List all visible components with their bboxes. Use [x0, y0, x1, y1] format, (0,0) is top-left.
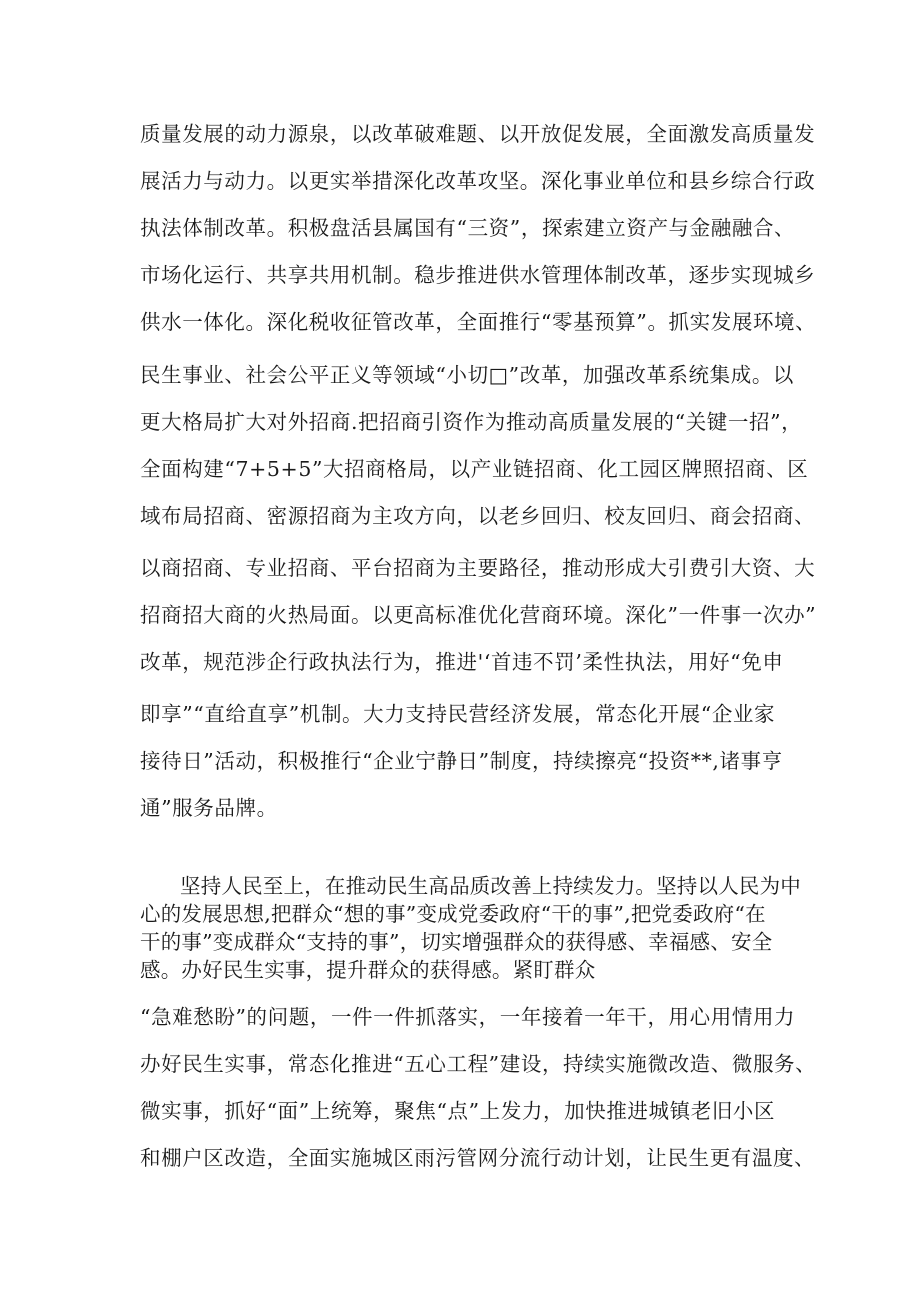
- paragraph-line: 展活力与动力。以更实举措深化改革攻坚。深化事业单位和县乡综合行政: [140, 169, 816, 193]
- paragraph-line: 微实事，抓好“面”上统筹，聚焦“点”上发力，加快推进城镇老旧小区: [140, 1099, 776, 1123]
- paragraph-line: 感。办好民生实事，提升群众的获得感。紧盯群众: [140, 958, 596, 982]
- paragraph-line: 干的事”变成群众“支持的事”，切实增强群众的获得感、幸福感、安全: [140, 930, 773, 954]
- paragraph-line: 民生事业、社会公平正义等领域“小切□”改革，加强改革系统集成。以: [140, 363, 795, 387]
- paragraph-line: “急难愁盼”的问题，一件一件抓落实，一年接着一年干，用心用情用力: [140, 1005, 796, 1029]
- paragraph-line: 质量发展的动力源泉，以改革破难题、以开放促发展，全面激发高质量发: [140, 122, 816, 146]
- paragraph-line: 改革，规范涉企行政执法行为，推进'‘首违不罚’柔性执法，用好“免申: [140, 650, 784, 674]
- paragraph-line: 市场化运行、共享共用机制。稳步推进供水管理体制改革，逐步实现城乡: [140, 263, 816, 287]
- paragraph-line: 心的发展思想,把群众“想的事”变成党委政府“干的事”,把党委政府“在: [140, 902, 766, 926]
- paragraph-line: 域布局招商、密源招商为主攻方向，以老乡回归、校友回归、商会招商、: [140, 504, 816, 528]
- paragraph-line: 供水一体化。深化税收征管改革，全面推行“零基预算”。抓实发展环境、: [140, 310, 817, 334]
- paragraph-line: 全面构建“7+5+5”大招商格局，以产业链招商、化工园区牌照招商、区: [140, 457, 809, 481]
- paragraph-line: 办好民生实事，常态化推进“五心工程”建设，持续实施微改造、微服务、: [140, 1052, 817, 1076]
- paragraph-line: 以商招商、专业招商、平台招商为主要路径，推动形成大引费引大资、大: [140, 556, 816, 580]
- paragraph-line: 招商招大商的火热局面。以更高标准优化营商环境。深化”一件事一次办”: [140, 603, 817, 627]
- paragraph-line: 通”服务品牌。: [140, 796, 278, 820]
- paragraph-line: 接待日”活动，积极推行“企业宁静日”制度，持续擦亮“投资**,诸事亨: [140, 749, 783, 773]
- paragraph-line: 更大格局扩大对外招商.把招商引资作为推动高质量发展的“关键一招”，: [140, 410, 803, 434]
- paragraph-line: 执法体制改革。积极盘活县属国有“三资”，探索建立资产与金融融合、: [140, 216, 796, 240]
- paragraph-line: 即享”“直给直享”机制。大力支持民营经济发展，常态化开展“企业家: [140, 702, 776, 726]
- paragraph-line: 和棚户区改造，全面实施城区雨污管网分流行动计划，让民生更有温度、: [140, 1146, 816, 1170]
- paragraph-line-indented: 坚持人民至上，在推动民生高品质改善上持续发力。坚持以人民为中: [180, 874, 801, 898]
